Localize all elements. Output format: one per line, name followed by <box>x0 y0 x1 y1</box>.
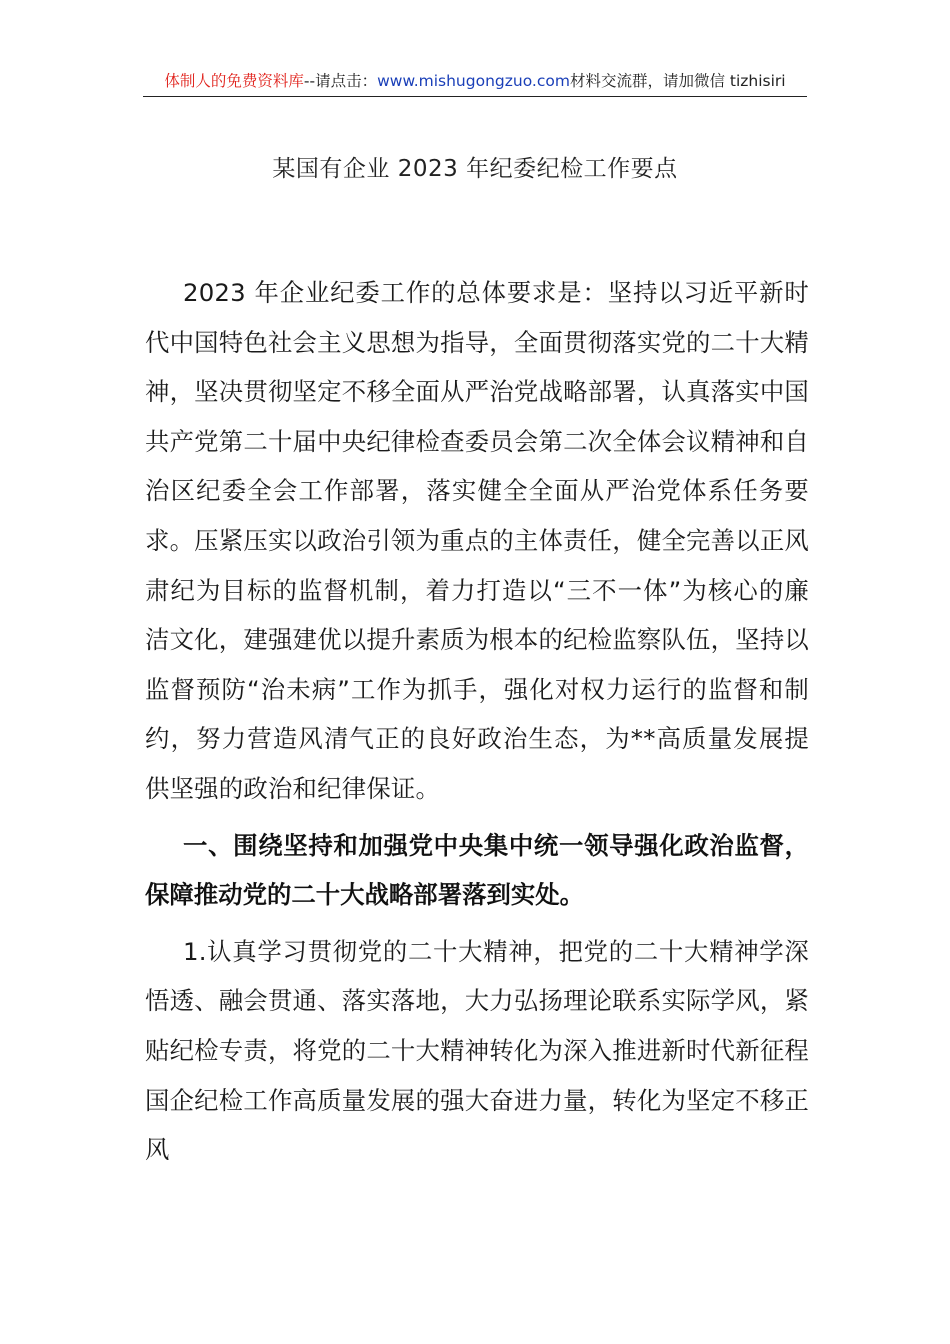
header-banner <box>143 70 807 97</box>
click-prompt: --请点击： <box>303 72 378 90</box>
site-link[interactable]: www.mishugongzuo.com <box>377 72 570 90</box>
document-title: 某国有企业 2023 年纪委纪检工作要点 <box>272 156 678 182</box>
site-name: 体制人的免费资料库 <box>164 72 304 90</box>
section-1-heading: 一、围绕坚持和加强党中央集中统一领导强化政治监督，保障推动党的二十大战略部署落到实处。 <box>145 830 809 910</box>
item-1-paragraph: 1.认真学习贯彻党的二十大精神，把党的二十大精神学深悟透、融会贯通、落实落地，大力弘扬理论联系实际学风，紧贴纪检专责，将党的二十大精神转化为深入推进新时代新征程国企纪检工作高质量发展的强大奋进力量，转化为坚定不移正风 <box>145 936 809 1165</box>
document-body <box>145 268 809 1175</box>
intro-paragraph: 2023 年企业纪委工作的总体要求是：坚持以习近平新时代中国特色社会主义思想为指导，全面贯彻落实党的二十大精神，坚决贯彻坚定不移全面从严治党战略部署，认真落实中国共产党第二十届中央纪律检查委员会第二次全体会议精神和自治区纪委全会工作部署，落实健全全面从严治党体系任务要求。压紧压实以政治引领为重点的主体责任，健全完善以正风肃纪为目标的监督机制，着力打造以“三不一体”为核心的廉洁文化，建强建优以提升素质为根本的纪检监察队伍，坚持以监督预防“治未病”工作为抓手，强化对权力运行的监督和制约，努力营造风清气正的良好政治生态，为**高质量发展提供坚强的政治和纪律保证。 <box>145 278 809 803</box>
contact-info: 材料交流群，请加微信 tizhisiri <box>569 72 786 90</box>
